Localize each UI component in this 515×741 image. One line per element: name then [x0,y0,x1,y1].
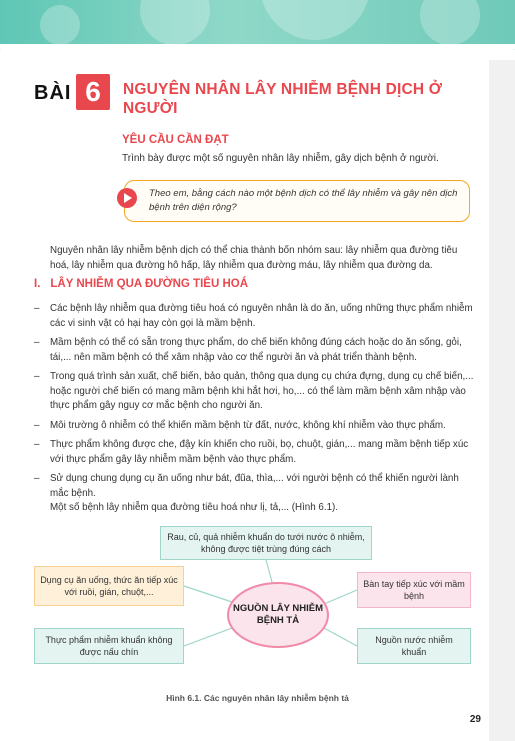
list-item-text: Mầm bệnh có thể có sẵn trong thực phẩm, do chế biến không đúng cách hoặc do ăn sống, gỏi, tái,... nên mầm bệnh có thể xâm nhập vào cơ thể người ăn và phát triển thành bệnh. [50,337,462,363]
question-text: Theo em, bằng cách nào một bệnh dịch có thể lây nhiễm và gây nên dịch bệnh trên diện rộng? [149,188,458,213]
requirement-text: Trình bày được một số nguyên nhân lây nhiễm, gây dịch bệnh ở người. [122,153,439,164]
list-item [34,302,474,331]
list-item-text: Các bệnh lây nhiễm qua đường tiêu hoá có nguyên nhân là do ăn, uống những thực phẩm nhiễm các vi sinh vật có hại hay còn gọi là mầm bệnh. [50,303,473,329]
figure-caption: Hình 6.1. Các nguyên nhân lây nhiễm bệnh tả [166,693,349,703]
bullet-marker: – [34,419,40,431]
diagram-node-right-1: Bàn tay tiếp xúc với mầm bệnh [357,572,471,608]
question-box [124,180,470,222]
intro-paragraph: Nguyên nhân lây nhiễm bệnh dịch có thể chia thành bốn nhóm sau: lây nhiễm qua đường tiêu hoá, lây nhiễm qua đường hô hấp, lây nhiễm qua đường máu, lây nhiễm qua đường da. [50,245,458,271]
section-title: LÂY NHIỄM QUA ĐƯỜNG TIÊU HOÁ [50,278,248,290]
bullet-list [34,302,474,506]
list-item-text: Sử dụng chung dụng cụ ăn uống như bát, đũa, thìa,... với người bệnh có thể khiến người lành mắc bệnh. [50,473,459,499]
list-item-text: Thực phẩm không được che, đậy kín khiến cho ruồi, bọ, chuột, gián,... mang mầm bệnh tiếp xúc với thực phẩm gây lây nhiễm mầm bệnh vào thực phẩm. [50,439,469,465]
decor-bubble [140,0,210,45]
diagram-center: NGUỒN LÂY NHIỄM BỆNH TẢ [227,582,329,648]
lesson-title: NGUYÊN NHÂN LÂY NHIỄM BỆNH DỊCH Ở NGƯỜI [123,81,443,117]
list-item-text: Môi trường ô nhiễm có thể khiến mầm bệnh từ đất, nước, không khí nhiễm vào thực phẩm. [50,419,446,431]
page-number: 29 [469,714,481,725]
bullet-marker: – [34,371,40,382]
connector-line [266,560,272,582]
list-item [34,336,474,365]
list-item [34,438,474,467]
summary-text: Một số bệnh lây nhiễm qua đường tiêu hoá như lị, tả,... (Hình 6.1). [50,502,339,513]
decor-bubble [420,0,480,45]
list-item [34,370,474,414]
section-heading [34,278,248,290]
lesson-number: 6 [76,74,110,110]
decor-bubble [260,0,370,40]
bullet-marker: – [34,473,40,484]
diagram-node-left-2: Thực phẩm nhiễm khuẩn không được nấu chín [34,628,184,664]
lesson-header [34,74,494,124]
banner-edge [0,44,515,50]
lesson-label: BÀI [34,82,72,104]
list-item [34,472,474,501]
bullet-marker: – [34,337,40,348]
list-item [34,419,474,434]
requirement-title: YÊU CẦU CẦN ĐẠT [122,134,229,146]
cholera-diagram [0,520,515,690]
section-number: I. [34,278,41,290]
bullet-marker: – [34,303,40,314]
connector-line [324,628,357,646]
connector-line [184,586,232,602]
diagram-node-left-1: Dụng cụ ăn uống, thức ăn tiếp xúc với ruồi, gián, chuột,... [34,566,184,606]
bullet-marker: – [34,439,40,450]
list-item-text: Trong quá trình sản xuất, chế biến, bảo quản, thông qua dụng cụ chứa đựng, dụng cụ chế biến,... hoặc người chế biến có mang mầm bệnh khi hắt hơi, ho,... có thể làm mầm bệnh xâm nhập vào thực phẩm gây nguy cơ mắc bệnh cho người ăn. [50,371,474,411]
connector-line [184,628,232,646]
top-banner [0,0,515,50]
diagram-node-top: Rau, củ, quả nhiễm khuẩn do tưới nước ô nhiễm, không được tiệt trùng đúng cách [160,526,372,560]
play-icon [117,188,137,208]
connector-line [324,590,357,604]
decor-bubble [40,5,80,45]
diagram-node-right-2: Nguồn nước nhiễm khuẩn [357,628,471,664]
